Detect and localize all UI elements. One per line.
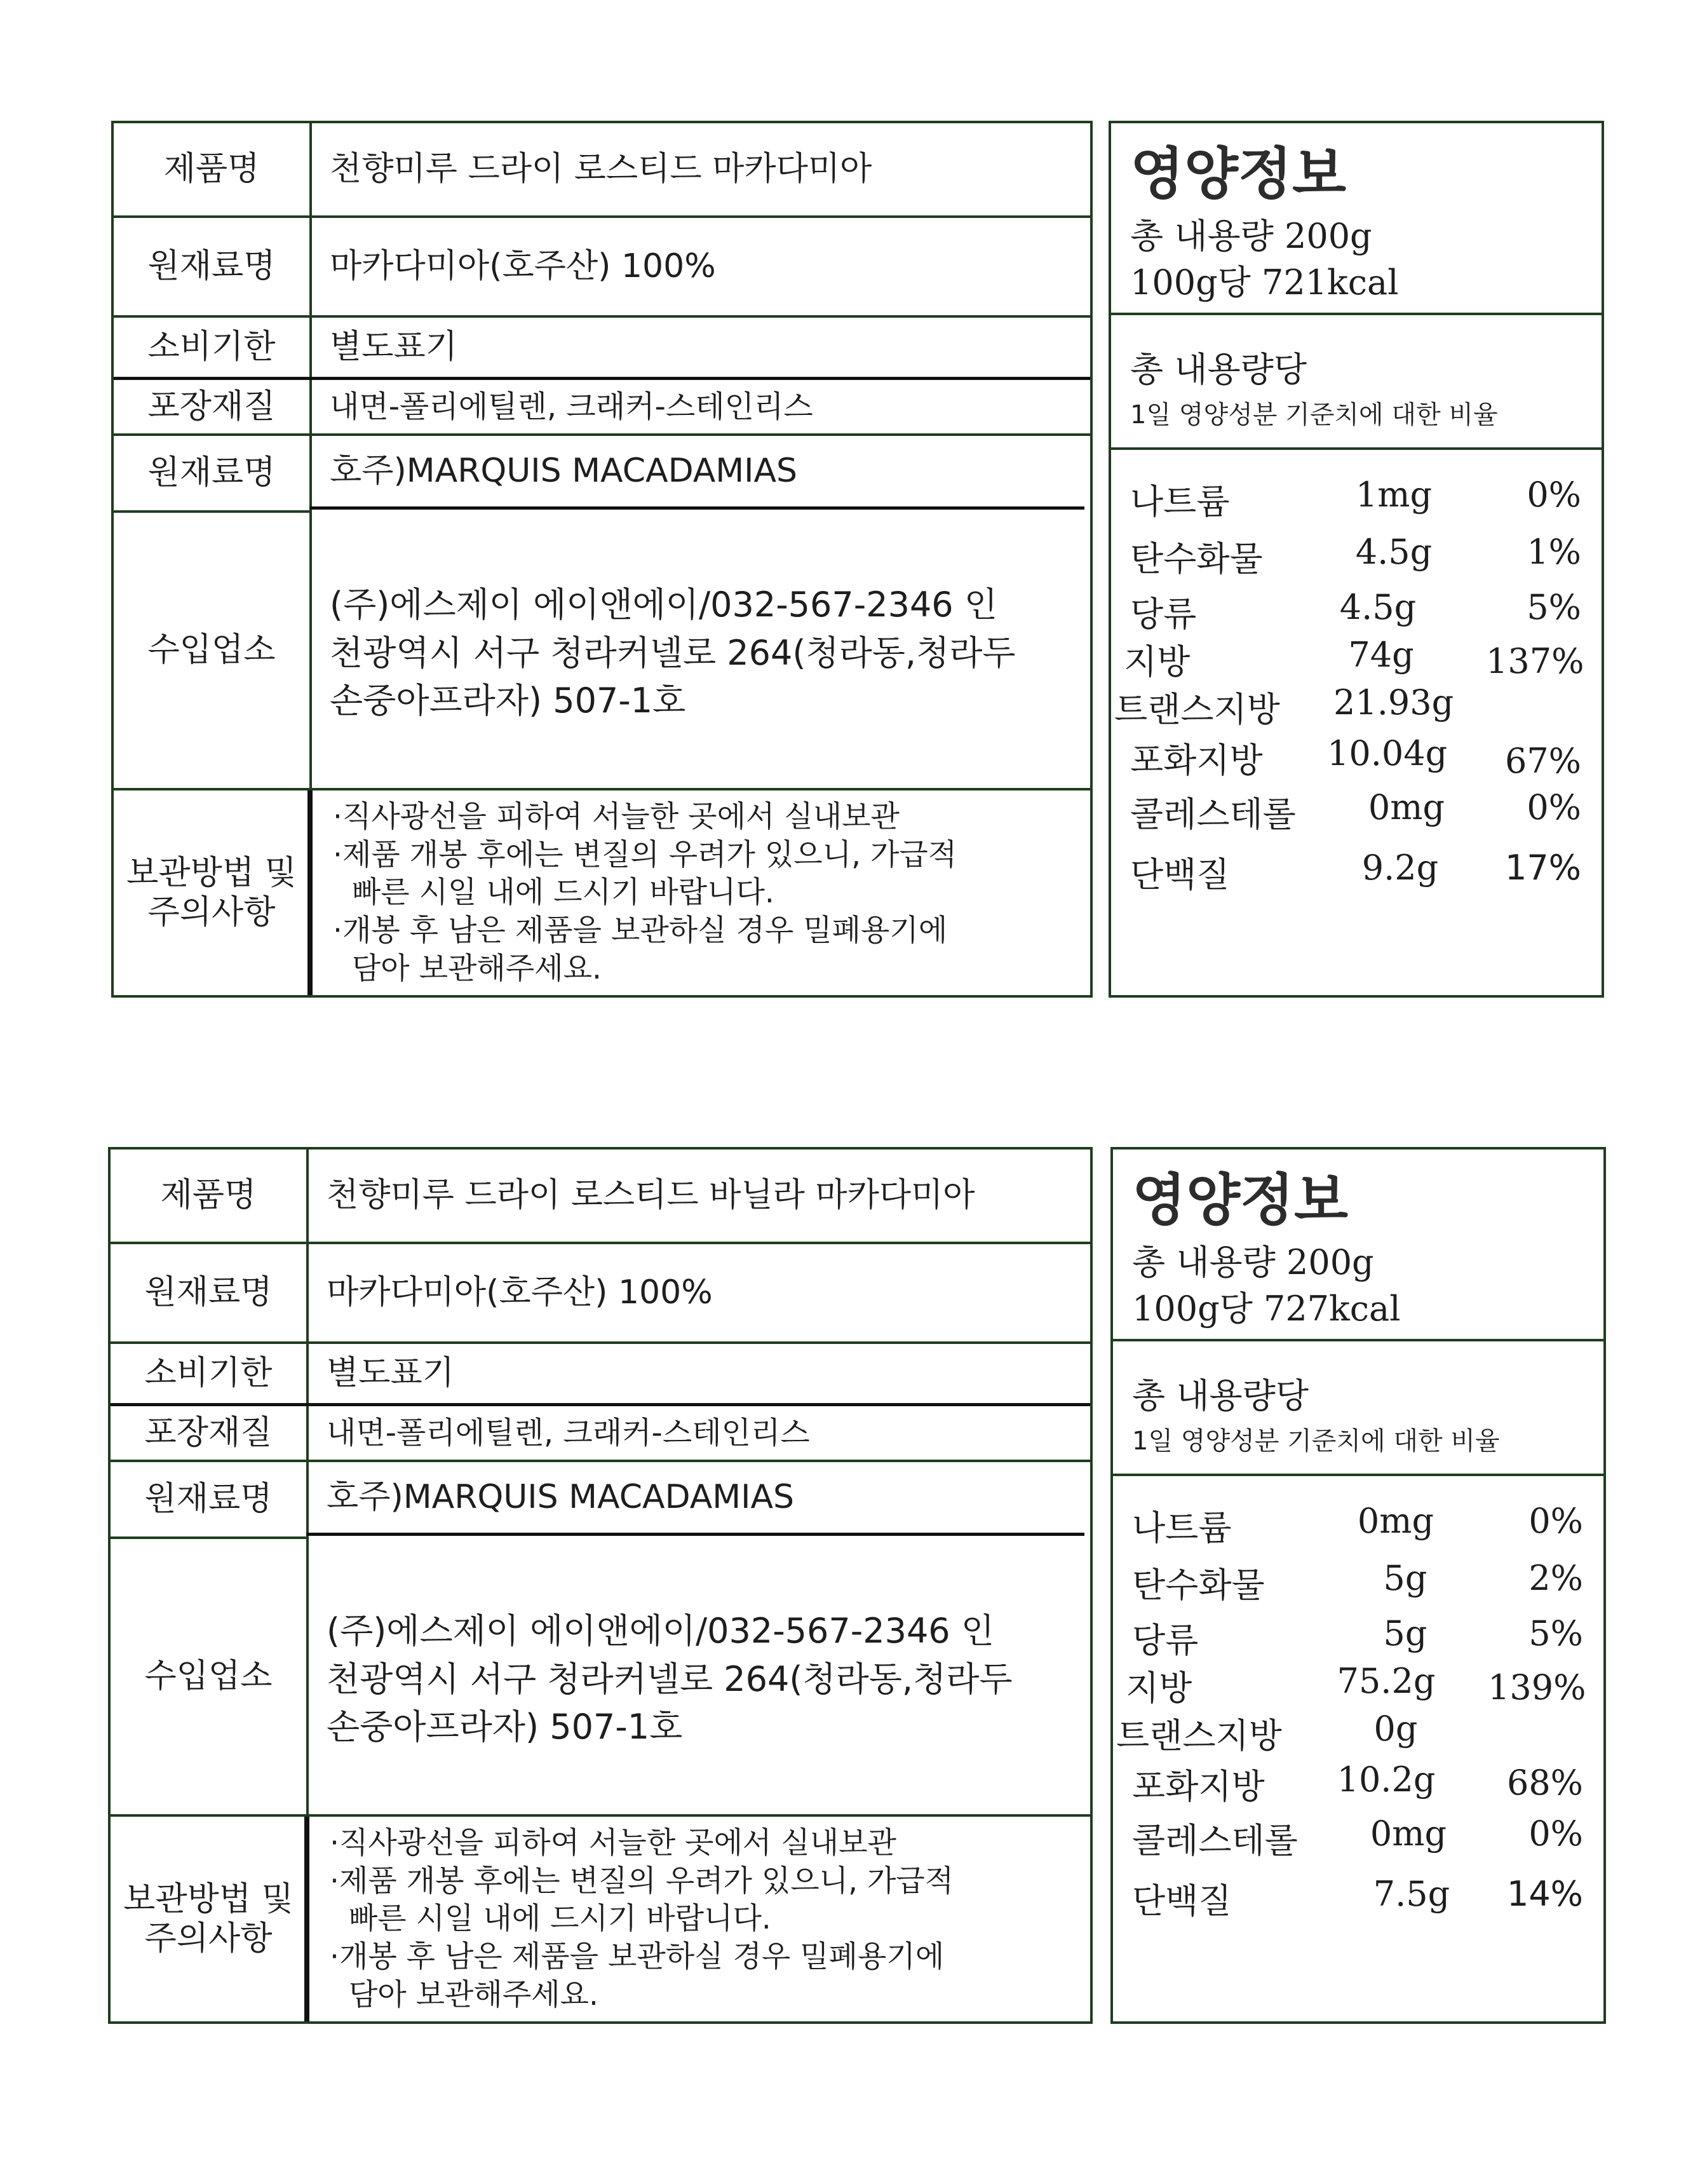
product-name-label: 제품명 [163, 150, 260, 189]
nutrition-panel [1109, 121, 1604, 998]
nutrition-divider [1113, 1339, 1603, 1341]
packaging-label: 포장재질 [147, 387, 276, 426]
nutrient-amount: 74g [1348, 635, 1414, 675]
storage-note: ·제품 개봉 후에는 변질의 우려가 있으니, 가급적 [333, 837, 957, 872]
nutrient-amount: 0mg [1368, 787, 1445, 827]
product-label-1 [111, 121, 1604, 998]
daily-value-note: 1일 영양성분 기준치에 대한 비율 [1132, 1427, 1500, 1456]
product-label-2 [108, 1147, 1601, 2024]
nutrition-divider [1111, 447, 1602, 450]
origin-value: 호주)MARQUIS MACADAMIAS [330, 451, 798, 490]
storage-label [114, 790, 309, 995]
nutrient-percent: 17% [1504, 848, 1581, 888]
ingredient-value: 마카다미아(호주산) 100% [330, 247, 716, 285]
origin-label: 원재료명 [144, 1480, 273, 1519]
product-name-value: 천향미루 드라이 로스티드 마카다미아 [330, 149, 872, 188]
storage-label-line: 보관방법 및 [123, 1880, 293, 1918]
nutrition-title: 영양정보 [1132, 1167, 1349, 1233]
nutrient-name: 포화지방 [1132, 1767, 1265, 1807]
nutrient-percent: 0% [1528, 1814, 1583, 1854]
nutrient-row [1111, 587, 1607, 632]
nutrient-percent: 0% [1527, 475, 1581, 515]
product-info-table [111, 121, 1093, 998]
storage-note: ·개봉 후 남은 제품을 보관하실 경우 밀폐용기에 [333, 913, 948, 949]
calories: 100g당 721kcal [1130, 262, 1399, 302]
total-content: 총 내용량 200g [1130, 216, 1372, 256]
storage-notes [330, 1824, 1086, 2014]
nutrient-amount: 0mg [1370, 1814, 1447, 1854]
storage-label-line: 보관방법 및 [126, 853, 297, 892]
nutrition-divider [1113, 1474, 1603, 1476]
nutrient-name: 트랜스지방 [1116, 1716, 1282, 1756]
storage-note: 담아 보관해주세요. [333, 951, 602, 986]
nutrient-row [1111, 682, 1607, 727]
nutrient-name: 나트륨 [1130, 482, 1230, 522]
expiry-label: 소비기한 [144, 1354, 273, 1393]
nutrient-percent: 2% [1528, 1558, 1583, 1598]
nutrient-name: 포화지방 [1130, 740, 1263, 780]
nutrient-name: 나트륨 [1132, 1508, 1232, 1548]
storage-note: 담아 보관해주세요. [330, 1977, 598, 2012]
nutrition-divider [1111, 313, 1602, 315]
nutrient-name: 단백질 [1130, 855, 1230, 895]
nutrient-row [1113, 1874, 1609, 1921]
row-divider [309, 506, 1084, 510]
importer-address [327, 1607, 1083, 1751]
nutrient-name: 당류 [1130, 594, 1197, 634]
nutrient-amount: 0mg [1357, 1501, 1434, 1541]
nutrient-row [1113, 1709, 1609, 1756]
nutrient-row [1113, 1661, 1609, 1706]
importer-label: 수입업소 [147, 631, 276, 670]
nutrient-name: 콜레스테롤 [1132, 1821, 1298, 1861]
storage-label-line: 주의사항 [147, 893, 276, 932]
nutrient-amount: 5g [1383, 1558, 1427, 1598]
storage-note: ·직사광선을 피하여 서늘한 곳에서 실내보관 [330, 1826, 896, 1861]
storage-note: ·개봉 후 남은 제품을 보관하실 경우 밀폐용기에 [330, 1939, 945, 1975]
nutrient-row [1113, 1814, 1609, 1861]
packaging-value: 내면-폴리에틸렌, 크래커-스테인리스 [327, 1414, 810, 1451]
daily-value-note: 1일 영양성분 기준치에 대한 비율 [1130, 400, 1498, 430]
nutrient-percent: 139% [1488, 1667, 1586, 1707]
nutrient-row [1111, 635, 1607, 682]
importer-line: (주)에스제이 에이앤에이/032-567-2346 인 [327, 1611, 994, 1651]
nutrient-row [1111, 787, 1607, 832]
nutrient-name: 콜레스테롤 [1130, 794, 1296, 834]
nutrient-percent: 68% [1506, 1763, 1583, 1803]
importer-line: 천광역시 서구 청라커넬로 264(청라동,청라두 [330, 632, 1016, 673]
product-name-value: 천향미루 드라이 로스티드 바닐라 마카다미아 [327, 1176, 975, 1214]
nutrition-panel [1110, 1147, 1606, 2024]
ingredient-label: 원재료명 [147, 247, 276, 286]
nutrient-percent: 67% [1504, 741, 1581, 781]
nutrient-row [1111, 532, 1607, 579]
ingredient-value: 마카다미아(호주산) 100% [327, 1273, 713, 1312]
per-total-heading: 총 내용량당 [1132, 1376, 1309, 1416]
row-divider [306, 1533, 1084, 1536]
per-total-heading: 총 내용량당 [1130, 349, 1307, 390]
nutrient-amount: 10.04g [1327, 733, 1448, 773]
nutrient-amount: 10.2g [1337, 1760, 1436, 1800]
nutrient-percent: 5% [1528, 1613, 1583, 1653]
importer-line: 손중아프라자) 507-1호 [330, 681, 686, 721]
nutrient-amount: 9.2g [1361, 848, 1439, 888]
nutrient-amount: 5g [1383, 1613, 1427, 1653]
nutrient-name: 탄수화물 [1130, 539, 1263, 579]
nutrient-percent: 14% [1506, 1874, 1583, 1914]
storage-note: 빠른 시일 내에 드시기 바랍니다. [330, 1901, 771, 1937]
nutrient-amount: 75.2g [1337, 1661, 1436, 1701]
importer-label: 수입업소 [144, 1657, 273, 1696]
storage-note: ·직사광선을 피하여 서늘한 곳에서 실내보관 [333, 799, 900, 834]
expiry-value: 별도표기 [330, 327, 457, 366]
origin-label: 원재료명 [147, 454, 276, 492]
nutrient-name: 지방 [1126, 1668, 1192, 1708]
nutrient-row [1113, 1501, 1609, 1548]
nutrient-amount: 7.5g [1373, 1874, 1450, 1914]
nutrient-name: 당류 [1132, 1620, 1199, 1660]
importer-line: 손중아프라자) 507-1호 [327, 1707, 683, 1747]
nutrient-row [1111, 475, 1607, 522]
origin-value: 호주)MARQUIS MACADAMIAS [327, 1477, 795, 1516]
nutrient-amount: 4.5g [1339, 587, 1417, 627]
nutrient-percent: 1% [1527, 532, 1581, 572]
nutrient-amount: 21.93g [1333, 682, 1454, 722]
storage-note: ·제품 개봉 후에는 변질의 우려가 있으니, 가급적 [330, 1863, 954, 1899]
calories: 100g당 727kcal [1132, 1289, 1401, 1329]
importer-address [330, 581, 1079, 725]
nutrient-percent: 137% [1486, 641, 1584, 681]
storage-label [111, 1817, 306, 2021]
total-content: 총 내용량 200g [1132, 1242, 1374, 1282]
product-info-table [108, 1147, 1093, 2024]
storage-notes [333, 798, 1083, 987]
nutrient-name: 트랜스지방 [1114, 689, 1280, 729]
nutrient-row [1111, 848, 1607, 895]
nutrient-amount: 0g [1373, 1709, 1418, 1749]
nutrient-row [1111, 733, 1607, 781]
nutrient-row [1113, 1760, 1609, 1807]
product-name-label: 제품명 [160, 1176, 257, 1215]
storage-note: 빠른 시일 내에 드시기 바랍니다. [333, 875, 774, 911]
packaging-label: 포장재질 [144, 1413, 273, 1452]
nutrient-amount: 1mg [1355, 475, 1433, 515]
nutrient-percent: 0% [1527, 787, 1581, 827]
nutrition-title: 영양정보 [1130, 141, 1347, 207]
nutrient-name: 단백질 [1132, 1881, 1232, 1921]
nutrient-row [1113, 1613, 1609, 1658]
storage-label-line: 주의사항 [144, 1920, 273, 1958]
expiry-value: 별도표기 [327, 1353, 454, 1392]
packaging-value: 내면-폴리에틸렌, 크래커-스테인리스 [330, 388, 813, 424]
nutrient-name: 지방 [1124, 642, 1191, 682]
importer-line: 천광역시 서구 청라커넬로 264(청라동,청라두 [327, 1658, 1013, 1699]
nutrient-percent: 0% [1528, 1501, 1583, 1541]
nutrient-name: 탄수화물 [1132, 1565, 1265, 1605]
ingredient-label: 원재료명 [144, 1273, 273, 1312]
expiry-label: 소비기한 [147, 328, 276, 367]
importer-line: (주)에스제이 에이앤에이/032-567-2346 인 [330, 585, 997, 625]
nutrient-percent: 5% [1527, 587, 1581, 627]
nutrient-amount: 4.5g [1355, 532, 1433, 572]
nutrient-row [1113, 1558, 1609, 1603]
